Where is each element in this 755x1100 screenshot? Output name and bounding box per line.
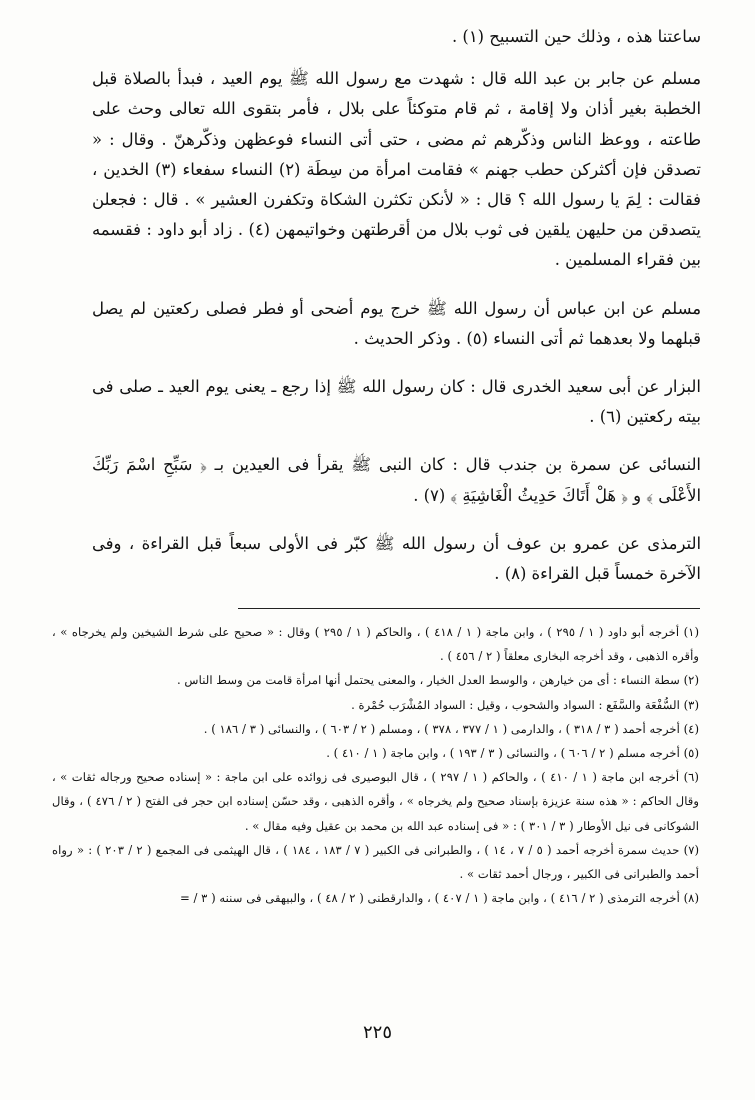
paragraph-hadith-abu-said: البزار عن أبى سعيد الخدرى قال : كان رسول الله ﷺ إذا رجع ـ يعنى يوم العيد ـ صلى فى بيته ركعتين (٦) .	[92, 377, 701, 427]
paragraph-hadith-samura: النسائى عن سمرة بن جندب قال : كان النبى ﷺ يقرأ فى العيدين بـ ﴿ سَبِّحِ اسْمَ رَبِّكَ الأَعْلَى ﴾ و ﴿ هَلْ أَتَاكَ حَدِيثُ الْغَاشِيَةِ ﴾ (٧) .	[92, 455, 701, 505]
footnote-divider	[238, 608, 700, 609]
footnote: (٧) حديث سمرة أخرجه أحمد ( ٥ / ٧ ، ١٤ ) ، والطبرانى فى الكبير ( ٧ / ١٨٣ ، ١٨٤ ) ، قال الهيثمى فى المجمع ( ٢ / ٢٠٣ ) : « رواه أحمد والطبرانى فى الكبير ، ورجال أحمد ثقات » .	[52, 842, 700, 882]
footnote: (٦) أخرجه ابن ماجة ( ١ / ٤١٠ ) ، والحاكم ( ١ / ٢٩٧ ) ، قال البوصيرى فى زوائده على ابن ماجة : « إسناده صحيح ورجاله ثقات » ، وقال الحاكم : « هذه سنة عزيزة بإسناد صحيح ولم يخرجاه » ، وأقره الذهبى ، وقد حسّن إسناده ابن حجر فى الفتح ( ٢ / ٤٧٦ ) ، وقال الشوكانى فى نيل الأوطار ( ٣ / ٣٠١ ) : « فى إسناده عبد الله بن محمد بن عقيل وفيه مقال » .	[52, 770, 699, 833]
footnote: (٣) السُّفْعَة والسَّفَع : السواد والشحوب ، وقيل : السواد المُشْرَب حُمْرة .	[351, 697, 699, 712]
paragraph-continuation: ساعتنا هذه ، وذلك حين التسبيح (١) .	[452, 27, 701, 46]
paragraph-hadith-ibn-abbas: مسلم عن ابن عباس أن رسول الله ﷺ خرج يوم أضحى أو فطر فصلى ركعتين لم يصل قبلهما ولا بعدهما ثم أتى النساء (٥) . وذكر الحديث .	[92, 298, 701, 348]
footnote: (٨) أخرجه الترمذى ( ٢ / ٤١٦ ) ، وابن ماجة ( ١ / ٤٠٧ ) ، والدارقطنى ( ٢ / ٤٨ ) ، والبيهقى فى سننه ( ٣ / =	[179, 891, 699, 906]
main-text	[92, 22, 701, 607]
paragraph-hadith-jabir: مسلم عن جابر بن عبد الله قال : شهدت مع رسول الله ﷺ يوم العيد ، فبدأ بالصلاة قبل الخطبة بغير أذان ولا إقامة ، ثم قام متوكئاً على بلال ، فأمر بتقوى الله تعالى وحث على طاعته ، ووعظ الناس وذكّرهم ثم مضى ، حتى أتى النساء فوعظهن وذكّرهنّ . وقال : « تصدقن فإن أكثركن حطب جهنم » فقامت امرأة من سِطَة (٢) النساء سفعاء (٣) الخدين ، فقالت : لِمَ يا رسول الله ؟ قال : « لأنكن تكثرن الشكاة وتكفرن العشير » . قال : فجعلن يتصدقن من حليهن يلقين فى ثوب بلال من أقرطتهن وخواتيمهن (٤) . زاد أبو داود : فقسمه بين فقراء المسلمين .	[92, 69, 701, 270]
footnotes	[52, 620, 699, 910]
page-number: ٢٢٥	[362, 1022, 392, 1043]
footnote: (١) أخرجه أبو داود ( ١ / ٢٩٥ ) ، وابن ماجة ( ١ / ٤١٨ ) ، والحاكم ( ١ / ٢٩٥ ) وقال : « صحيح على شرط الشيخين ولم يخرجاه » ، وأقره الذهبى ، وقد أخرجه البخارى معلقاً ( ٢ / ٤٥٦ ) .	[52, 625, 699, 664]
footnote: (٤) أخرجه أحمد ( ٣ / ٣١٨ ) ، والدارمى ( ١ / ٣٧٧ ، ٣٧٨ ) ، ومسلم ( ٢ / ٦٠٣ ) ، والنسائى ( ٣ / ١٨٦ ) .	[203, 721, 699, 736]
paragraph-hadith-amr-ibn-awf: الترمذى عن عمرو بن عوف أن رسول الله ﷺ كبّر فى الأولى سبعاً قبل القراءة ، وفى الآخرة خمساً قبل القراءة (٨) .	[92, 533, 701, 584]
footnote: (٢) سطة النساء : أى من خيارهن ، والوسط العدل الخيار ، والمعنى يحتمل أنها امرأة قامت من وسط الناس .	[176, 673, 699, 688]
footnote: (٥) أخرجه مسلم ( ٢ / ٦٠٦ ) ، والنسائى ( ٣ / ١٩٣ ) ، وابن ماجة ( ١ / ٤١٠ ) .	[326, 746, 699, 761]
